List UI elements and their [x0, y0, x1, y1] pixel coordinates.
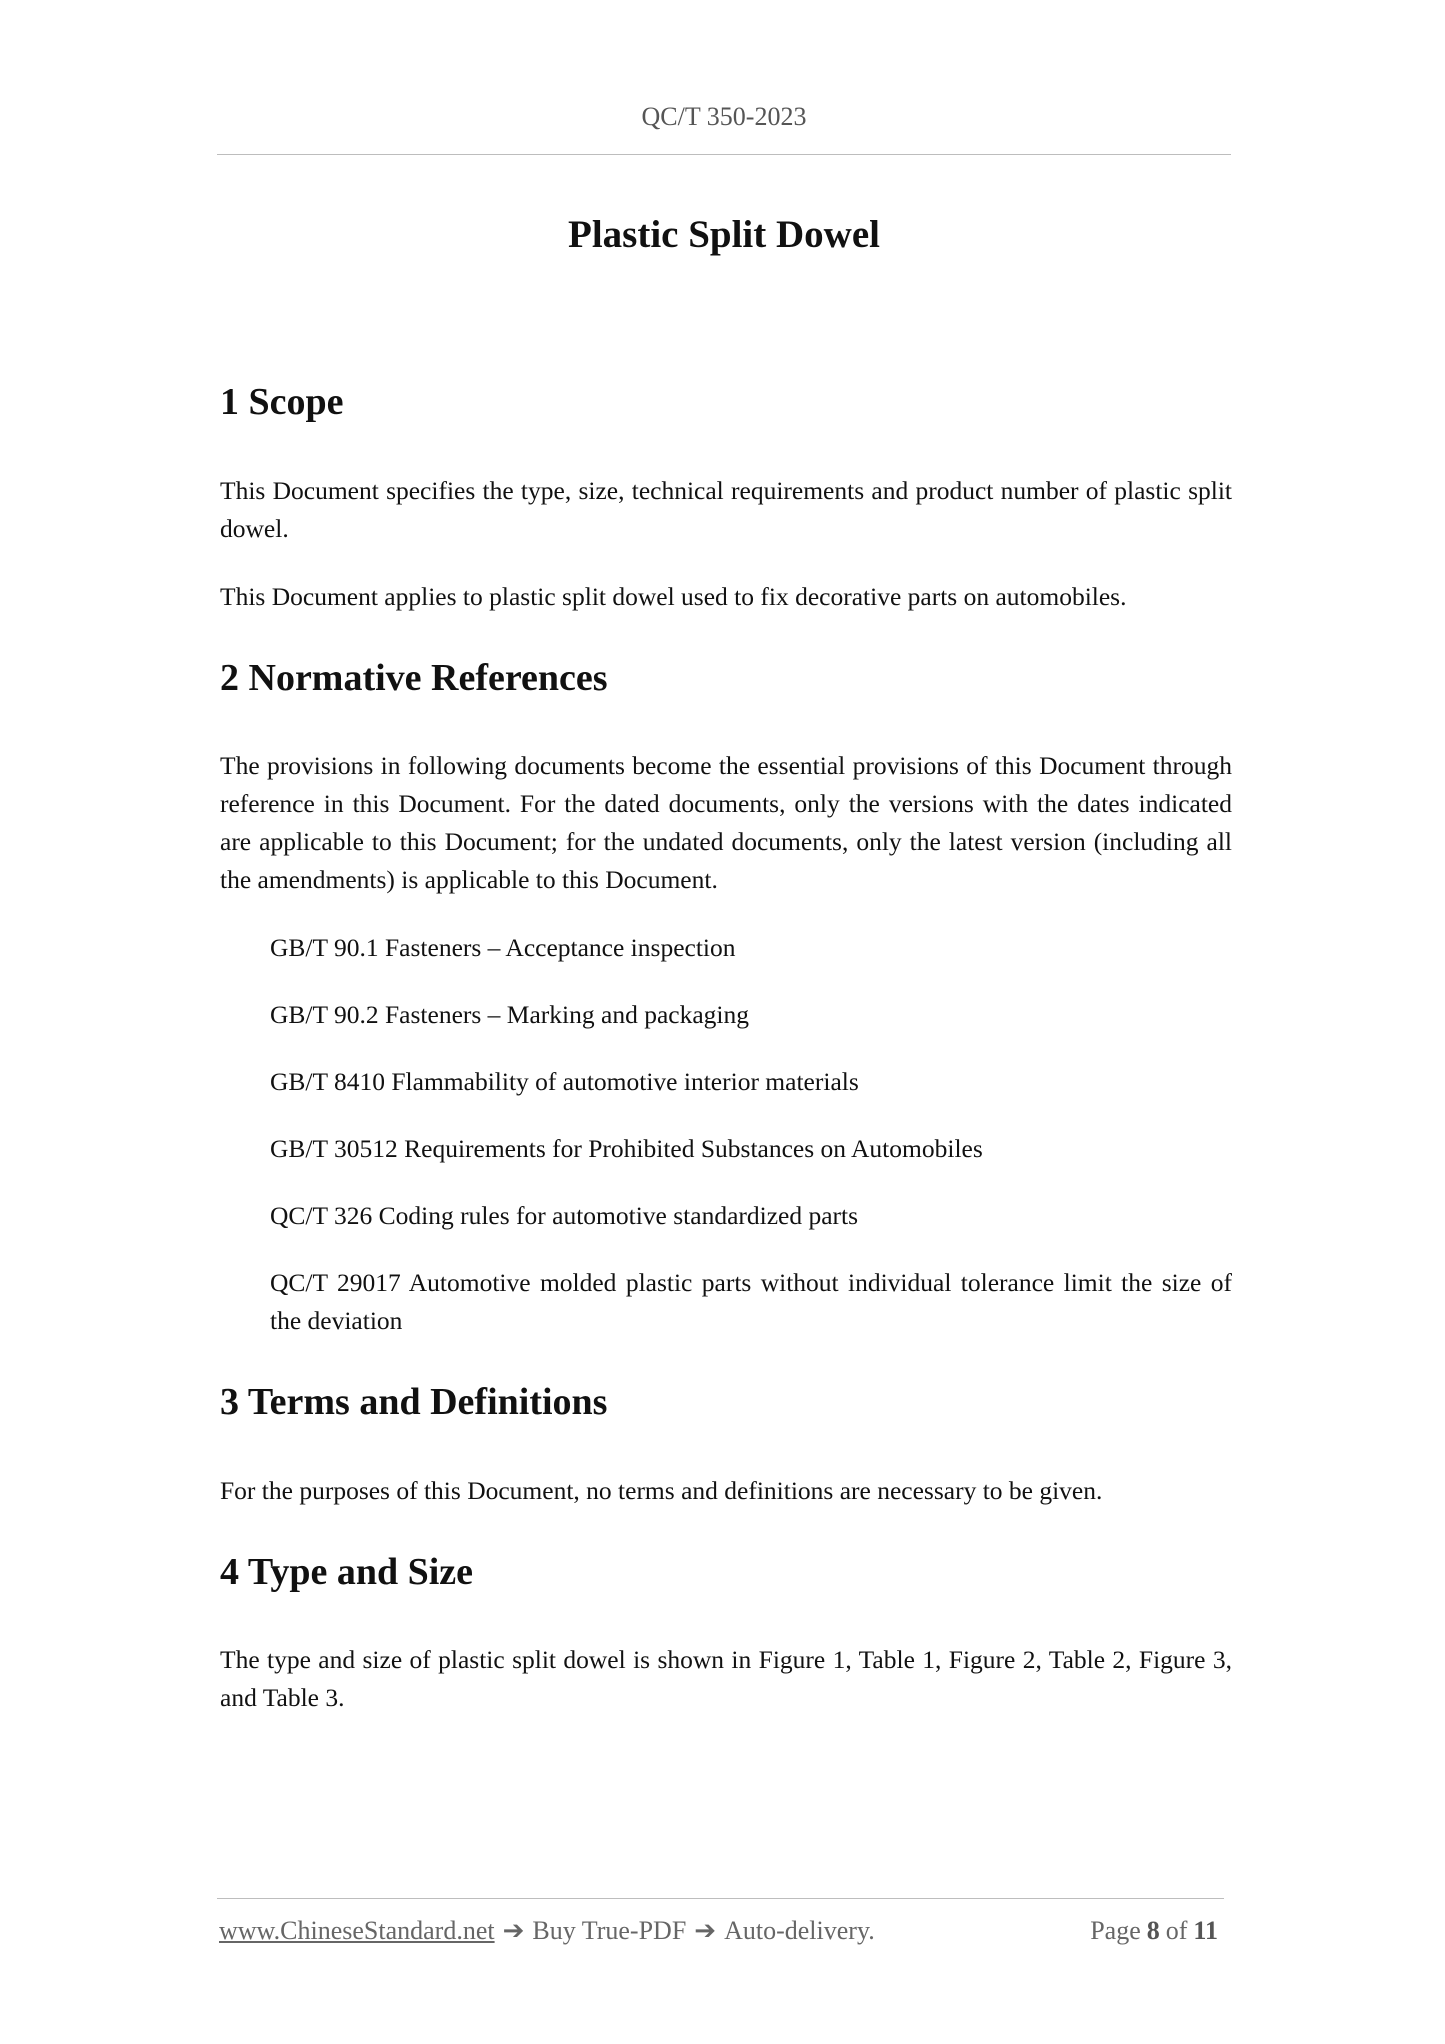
- arrow-right-icon: ➔: [502, 1916, 525, 1945]
- running-header: QC/T 350-2023: [641, 102, 807, 131]
- reference-item: GB/T 90.1 Fasteners – Acceptance inspection: [270, 933, 736, 963]
- arrow-right-icon: ➔: [694, 1916, 717, 1945]
- reference-item: GB/T 30512 Requirements for Prohibited Substances on Automobiles: [270, 1134, 983, 1164]
- type-size-paragraph: The type and size of plastic split dowel is shown in Figure 1, Table 1, Figure 2, Table 2, Figure 3, and Table 3.: [220, 1645, 1232, 1713]
- buy-true-pdf-text: Buy True-PDF: [532, 1916, 687, 1945]
- reference-item: GB/T 90.2 Fasteners – Marking and packaging: [270, 1000, 749, 1030]
- footer-divider: [217, 1898, 1224, 1899]
- footer-left: [219, 1916, 875, 1946]
- document-title: Plastic Split Dowel: [568, 213, 880, 256]
- normative-intro-paragraph: The provisions in following documents become the essential provisions of this Document through reference in this Document. For the dated documents, only the versions with the dates indicated are applicable to this Document; for the undated documents, only the latest version (including all the amendments) is applicable to this Document.: [220, 751, 1232, 895]
- reference-item: GB/T 8410 Flammability of automotive interior materials: [270, 1067, 859, 1097]
- total-pages: 11: [1193, 1916, 1218, 1945]
- site-link[interactable]: www.ChineseStandard.net: [219, 1916, 495, 1945]
- document-body: [220, 380, 1232, 1717]
- auto-delivery-text: Auto-delivery.: [724, 1916, 875, 1945]
- page-label: Page: [1090, 1916, 1141, 1945]
- scope-paragraph-1: This Document specifies the type, size, technical requirements and product number of plastic split dowel.: [220, 475, 1232, 543]
- section-heading-scope: 1 Scope: [220, 381, 344, 423]
- section-heading-normative-references: 2 Normative References: [220, 656, 608, 699]
- page-number: [1090, 1916, 1224, 1946]
- reference-item: QC/T 29017 Automotive molded plastic parts without individual tolerance limit the size of the deviation: [270, 1268, 1232, 1336]
- of-label: of: [1165, 1916, 1188, 1945]
- scope-paragraph-2: This Document applies to plastic split dowel used to fix decorative parts on automobiles.: [220, 581, 1127, 611]
- section-heading-terms-and-definitions: 3 Terms and Definitions: [220, 1381, 608, 1424]
- reference-item: QC/T 326 Coding rules for automotive standardized parts: [270, 1201, 859, 1231]
- current-page: 8: [1146, 1916, 1160, 1945]
- terms-paragraph: For the purposes of this Document, no terms and definitions are necessary to be given.: [220, 1475, 1103, 1505]
- header-divider: [217, 154, 1231, 155]
- section-heading-type-and-size: 4 Type and Size: [220, 1550, 474, 1593]
- page-footer: [219, 1916, 1224, 1946]
